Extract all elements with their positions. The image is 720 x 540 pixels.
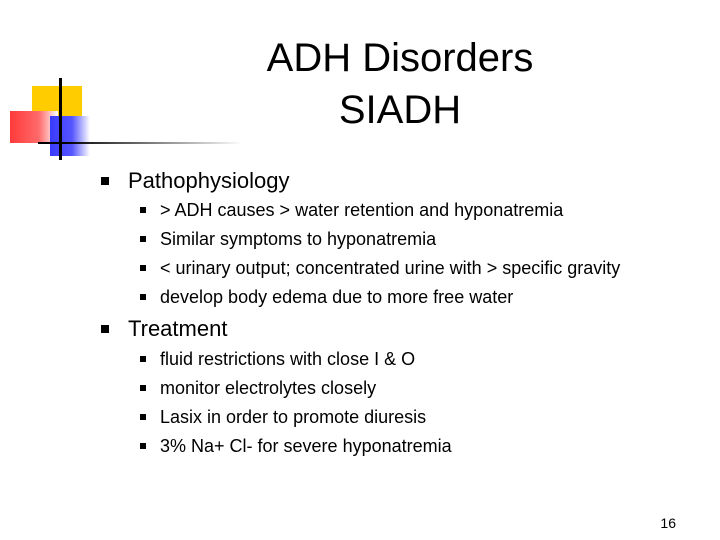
- list-item: Lasix in order to promote diuresis: [160, 407, 427, 427]
- square-bullet-icon: [101, 325, 109, 333]
- square-bullet-icon: [101, 177, 109, 185]
- section-heading-treatment: Treatment: [128, 316, 228, 341]
- square-bullet-icon: [140, 443, 146, 449]
- page-number: 16: [660, 515, 676, 531]
- list-item: Similar symptoms to hyponatremia: [160, 229, 437, 249]
- square-bullet-icon: [140, 236, 146, 242]
- slide-title-line2: SIADH: [338, 88, 462, 132]
- list-item: 3% Na+ Cl- for severe hyponatremia: [160, 436, 452, 456]
- square-bullet-icon: [140, 265, 146, 271]
- section-heading-pathophysiology: Pathophysiology: [128, 168, 290, 193]
- list-item: fluid restrictions with close I & O: [160, 349, 416, 369]
- list-item: < urinary output; concentrated urine with > specific gravity: [160, 258, 621, 278]
- list-item: monitor electrolytes closely: [160, 378, 377, 398]
- slide-title-line1: ADH Disorders: [266, 36, 534, 80]
- list-item: > ADH causes > water retention and hyponatremia: [160, 200, 564, 220]
- decor-blue-square: [50, 116, 90, 156]
- decor-vertical-line: [59, 78, 62, 160]
- square-bullet-icon: [140, 207, 146, 213]
- square-bullet-icon: [140, 385, 146, 391]
- square-bullet-icon: [140, 414, 146, 420]
- square-bullet-icon: [140, 356, 146, 362]
- decor-horizontal-line: [38, 142, 720, 144]
- square-bullet-icon: [140, 294, 146, 300]
- list-item: develop body edema due to more free water: [160, 287, 514, 307]
